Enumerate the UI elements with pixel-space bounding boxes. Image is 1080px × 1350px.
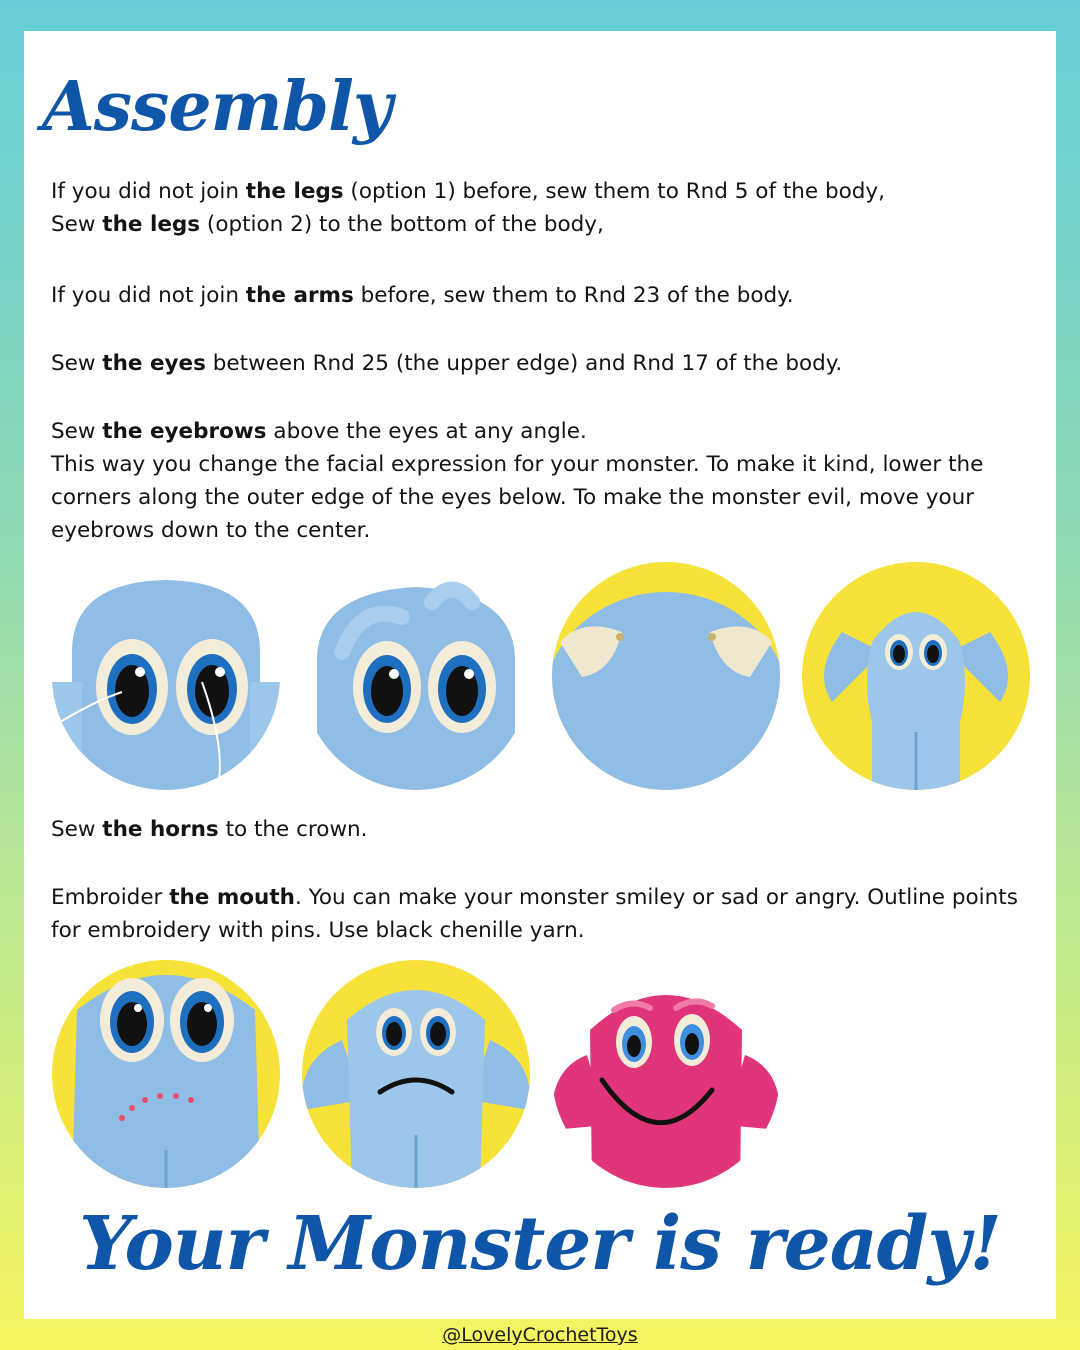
arms-instructions: If you did not join the arms before, sew them to Rnd 23 of the body.	[51, 283, 794, 308]
legs-bold: the legs	[245, 179, 344, 204]
ready-banner: Your Monster is ready!	[79, 1201, 1001, 1287]
horns-bold: the horns	[102, 817, 219, 842]
photo-horns	[552, 562, 780, 790]
mouth-bold: the mouth	[169, 885, 295, 910]
photo-mouth-pins	[52, 960, 280, 1188]
photo-eyes-pinned	[52, 562, 280, 790]
arms-bold: the arms	[245, 283, 354, 308]
photo-sad-monster	[302, 960, 530, 1188]
photo-monster-full	[802, 562, 1030, 790]
eyes-bold: the eyes	[102, 351, 206, 376]
horns-instructions: Sew the horns to the crown.	[51, 817, 368, 842]
legs-instructions: If you did not join the legs (option 1) before, sew them to Rnd 5 of the body, Sew the legs (option 2) to the bottom of the body,	[51, 179, 885, 237]
mouth-instructions: Embroider the mouth. You can make your monster smiley or sad or angry. Outline points for embroidery with pins. Use black chenille yarn.	[51, 885, 1018, 943]
legs-bold: the legs	[102, 212, 201, 237]
instruction-card	[24, 31, 1056, 1319]
eyebrows-instructions: Sew the eyebrows above the eyes at any angle. This way you change the facial expression for your monster. To make it kind, lower the corners along the outer edge of the eyes below. To make the monster evil, move your eyebrows down to the center.	[51, 419, 984, 543]
eyes-instructions: Sew the eyes between Rnd 25 (the upper edge) and Rnd 17 of the body.	[51, 351, 843, 376]
photo-smiley-monster	[552, 960, 780, 1188]
eyebrows-bold: the eyebrows	[102, 419, 267, 444]
page-title: Assembly	[42, 67, 392, 147]
credit-link[interactable]: @LovelyCrochetToys	[442, 1324, 638, 1346]
photo-eyebrows	[302, 562, 530, 790]
